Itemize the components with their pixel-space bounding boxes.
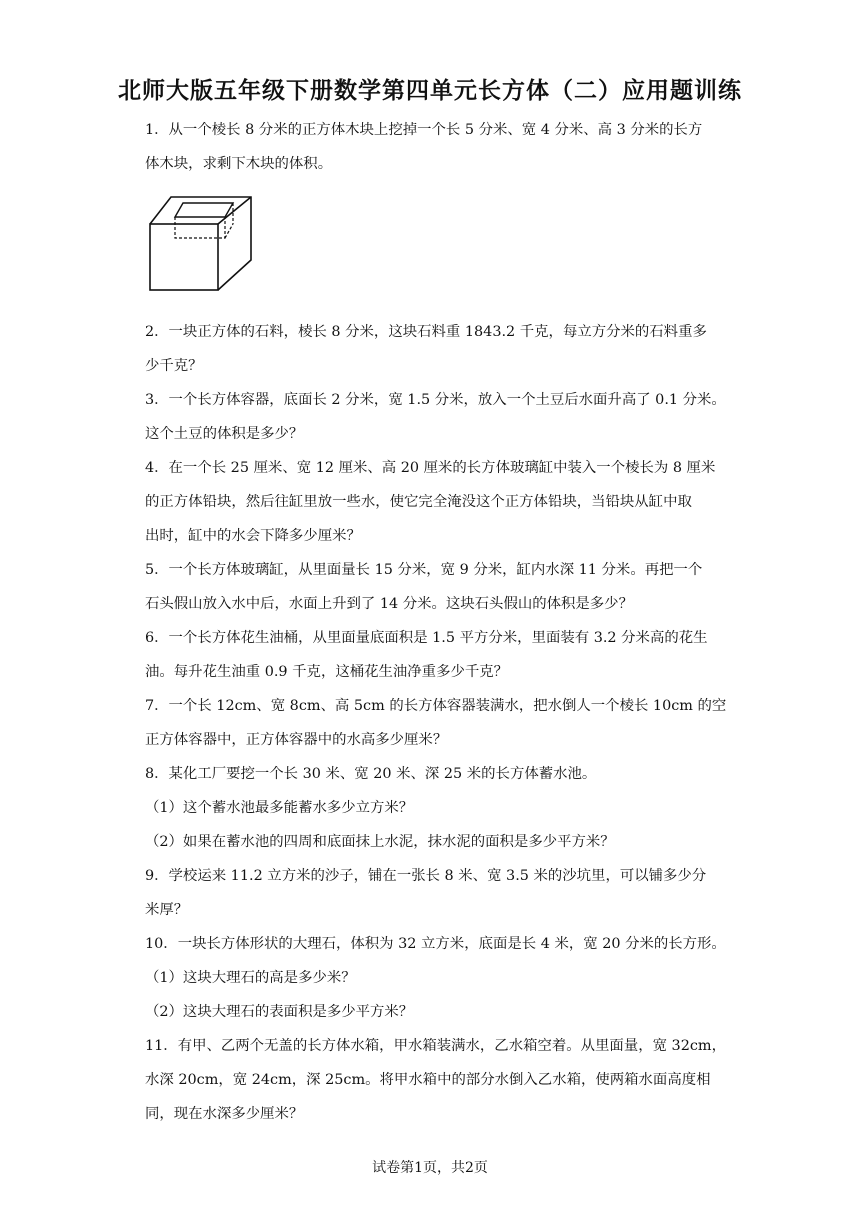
problem-line: 5．一个长方体玻璃缸，从里面量长 15 分米，宽 9 分米，缸内水深 11 分米。再把一个 (145, 562, 703, 578)
cube-top-edge (218, 197, 251, 224)
cube-front-face (150, 224, 218, 290)
problem-line: 1．从一个棱长 8 分米的正方体木块上挖掉一个长 5 分米、宽 4 分米、高 3 分米的长方 (145, 122, 703, 138)
problem-line: 7．一个长 12cm、宽 8cm、高 5cm 的长方体容器装满水，把水倒人一个棱长 10cm 的空 (145, 698, 727, 714)
problem-line: 这个土豆的体积是多少？ (145, 426, 304, 442)
problem-line: （2）这块大理石的表面积是多少平方米？ (145, 1004, 414, 1020)
problem-line: 少千克？ (145, 358, 203, 374)
problem-line: 油。每升花生油重 0.9 千克，这桶花生油净重多少千克？ (145, 664, 509, 680)
problem-line: （1）这块大理石的高是多少米？ (145, 970, 356, 986)
problem-line: 的正方体铅块，然后往缸里放一些水，使它完全淹没这个正方体铅块，当铅块从缸中取 (145, 494, 692, 510)
page-title: 北师大版五年级下册数学第四单元长方体（二）应用题训练 (118, 78, 742, 104)
cavity-opening (175, 203, 233, 217)
problem-line: （2）如果在蓄水池的四周和底面抹上水泥，抹水泥的面积是多少平方米？ (145, 834, 615, 850)
problem-line: 石头假山放入水中后，水面上升到了 14 分米。这块石头假山的体积是多少？ (145, 596, 633, 612)
problem-line: 体木块，求剩下木块的体积。 (145, 156, 333, 172)
problem-line: 同，现在水深多少厘米？ (145, 1106, 304, 1122)
problem-line: 4．在一个长 25 厘米、宽 12 厘米、高 20 厘米的长方体玻璃缸中装入一个棱长为 8 厘米 (145, 460, 716, 476)
problem-line: 米厚？ (145, 902, 189, 918)
page-footer: 试卷第1页，共2页 (372, 1160, 488, 1176)
problem-line: 6．一个长方体花生油桶，从里面量底面积是 1.5 平方分米，里面装有 3.2 分米高的花生 (145, 630, 708, 646)
problem-line: （1）这个蓄水池最多能蓄水多少立方米？ (145, 800, 414, 816)
problem-line: 10．一块长方体形状的大理石，体积为 32 立方米，底面是长 4 米，宽 20 分米的长方形。 (145, 936, 726, 952)
problem-line: 8．某化工厂要挖一个长 30 米、宽 20 米、深 25 米的长方体蓄水池。 (145, 766, 597, 782)
problem-line: 正方体容器中，正方体容器中的水高多少厘米？ (145, 732, 448, 748)
problem-line: 水深 20cm，宽 24cm，深 25cm。将甲水箱中的部分水倒入乙水箱，使两箱水面高度相 (145, 1072, 711, 1088)
cube-outline (150, 197, 251, 290)
problem-line: 2．一块正方体的石料，棱长 8 分米，这块石料重 1843.2 千克，每立方分米的石料重多 (145, 324, 707, 340)
problem-line: 11．有甲、乙两个无盖的长方体水箱，甲水箱装满水，乙水箱空着。从里面量，宽 32cm， (145, 1038, 726, 1054)
problem-line: 3．一个长方体容器，底面长 2 分米，宽 1.5 分米，放入一个土豆后水面升高了 0.1 分米。 (145, 392, 726, 408)
cavity-hidden-depth (225, 224, 233, 238)
cube-diagram (145, 190, 257, 294)
problem-line: 9．学校运来 11.2 立方米的沙子，铺在一张长 8 米、宽 3.5 米的沙坑里，可以铺多少分 (145, 868, 707, 884)
problem-line: 出时，缸中的水会下降多少厘米？ (145, 528, 361, 544)
